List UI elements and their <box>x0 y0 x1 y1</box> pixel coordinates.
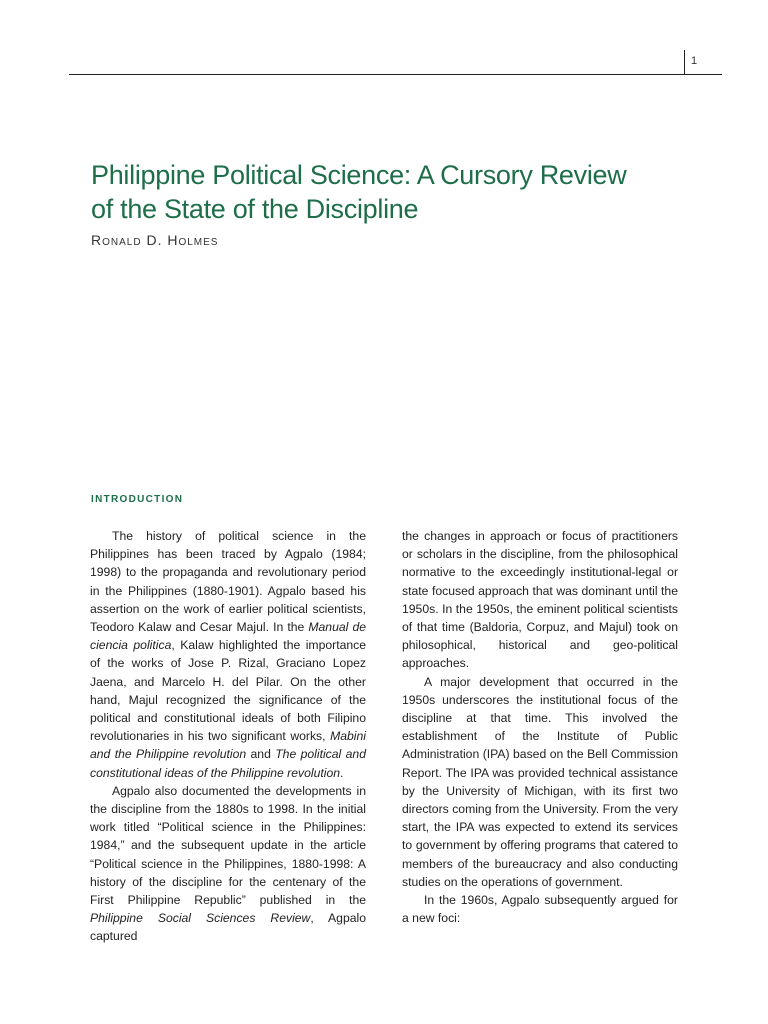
page-number: 1 <box>691 55 698 67</box>
paragraph: In the 1960s, Agpalo subsequently argued for a new foci: <box>402 893 678 926</box>
paragraph: the changes in approach or focus of practitioners or scholars in the discipline, from the philosophical normative to the exceedingly institutional-legal or state focused approach that was dominant until the 1950s. In the 1950s, the eminent political scientists of that time (Baldoria, Corpuz, and Majul) took on philosophical, historical and geo-political approaches. <box>402 529 678 671</box>
paper-title: Philippine Political Science: A Cursory Review of the State of the Discipline <box>91 160 627 224</box>
paragraph: Agpalo also documented the developments in the discipline from the 1880s to 1998. In the initial work titled “Political science in the Philippines: 1984,” and the subsequent update in the article “Political science in the Philippines, 1880-1998: A history of the discipline for the centenary of the First Philippine Republic” published in the Philippine Social Sciences Review, Agpalo captured <box>90 783 366 944</box>
section-heading-introduction: INTRODUCTION <box>91 494 184 505</box>
paragraph: The history of political science in the Philippines has been traced by Agpalo (1984; 1998) to the propaganda and revolutionary period in the Philippines (1880-1901). Agpalo based his assertion on the work of earlier political scientists, Teodoro Kalaw and Cesar Majul. In the Manual de ciencia politica, Kalaw highlighted the importance of the works of Jose P. Rizal, Graciano Lopez Jaena, and Marcelo H. del Pilar. On the other hand, Majul recognized the significance of the political and constitutional ideals of both Filipino revolutionaries in his two significant works, Mabini and the Philippine revolution and The political and constitutional ideas of the Philippine revolution. <box>90 529 367 780</box>
paragraph: A major development that occurred in the 1950s underscores the institutional focus of the discipline at that time. This involved the establishment of the Institute of Public Administration (IPA) based on the Bell Commission Report. The IPA was provided technical assistance by the University of Michigan, with its first two directors coming from the University. From the very start, the IPA was expected to extend its services to government by offering programs that catered to members of the bureaucracy and also conducting studies on the operations of government. <box>402 674 678 889</box>
header-horizontal-rule <box>69 74 722 75</box>
author-name: Ronald D. Holmes <box>91 232 219 248</box>
header-vertical-rule <box>684 50 685 74</box>
left-column <box>90 527 366 946</box>
right-column <box>402 527 678 927</box>
